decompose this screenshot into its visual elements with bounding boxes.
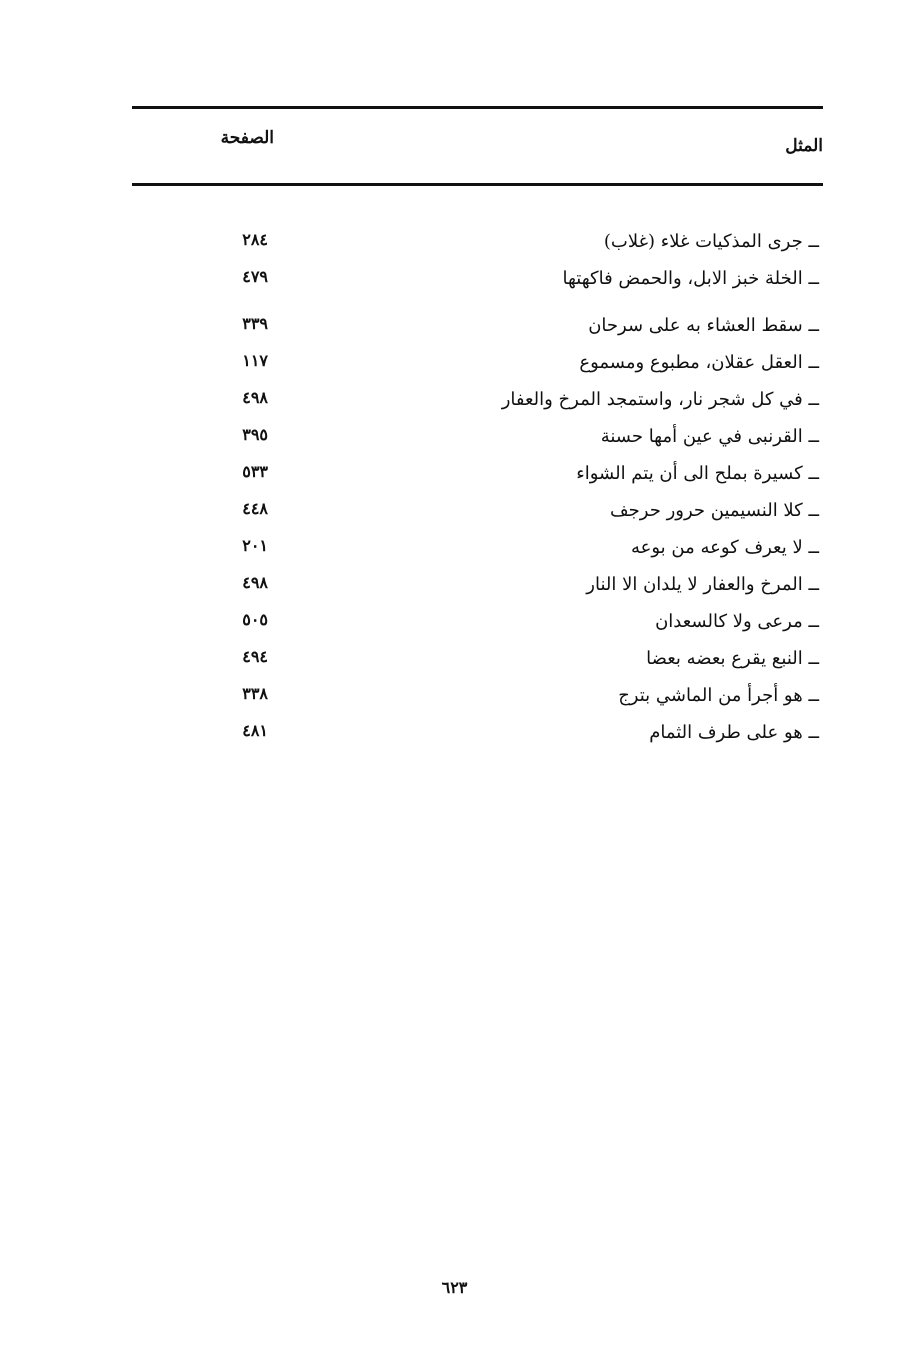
list-item <box>132 568 823 605</box>
page-number: ١١٧ <box>242 351 268 370</box>
header-bottom-rule <box>132 183 823 186</box>
proverb-text: ــ المرخ والعفار لا يلدان الا النار <box>586 574 819 595</box>
list-item <box>132 494 823 531</box>
page-number: ٢٨٤ <box>242 230 268 249</box>
proverb-text: ــ العقل عقلان، مطبوع ومسموع <box>579 352 819 373</box>
proverb-text: ــ في كل شجر نار، واستمجد المرخ والعفار <box>501 389 819 410</box>
proverb-text: ــ كسيرة بملح الى أن يتم الشواء <box>576 463 819 484</box>
proverb-text: ــ مرعى ولا كالسعدان <box>655 611 819 632</box>
list-item <box>132 716 823 753</box>
proverb-text: ــ القرنبى في عين أمها حسنة <box>600 426 819 447</box>
list-item <box>132 457 823 494</box>
page-number: ٣٣٨ <box>242 684 268 703</box>
list-item <box>132 605 823 642</box>
header-page: الصفحة <box>220 128 274 148</box>
proverb-text: ــ كلا النسيمين حرور حرجف <box>610 500 819 521</box>
list-item <box>132 346 823 383</box>
page-number: ٥٠٥ <box>242 610 268 629</box>
page-number: ٤٨١ <box>242 721 268 740</box>
page-number: ٤٩٤ <box>242 647 268 666</box>
list-item <box>132 420 823 457</box>
page-number: ٢٠١ <box>242 536 268 555</box>
page-number: ٤٩٨ <box>242 388 268 407</box>
list-item <box>132 383 823 420</box>
page-number: ٤٩٨ <box>242 573 268 592</box>
list-item <box>132 262 823 309</box>
proverb-text: ــ الخلة خبز الابل، والحمض فاكهتها <box>562 268 819 289</box>
page-number: ٣٩٥ <box>242 425 268 444</box>
list-item <box>132 309 823 346</box>
proverb-text: ــ سقط العشاء به على سرحان <box>588 315 819 336</box>
page-number: ٤٧٩ <box>242 267 268 286</box>
list-item <box>132 642 823 679</box>
page-number: ٤٤٨ <box>242 499 268 518</box>
page-folio-number: ٦٢٣ <box>441 1278 468 1297</box>
proverb-index-list <box>132 225 823 753</box>
header-proverb: المثل <box>785 136 823 156</box>
proverb-text: ــ هو أجرأ من الماشي بترج <box>618 685 819 706</box>
page-number: ٥٣٣ <box>242 462 268 481</box>
list-item <box>132 531 823 568</box>
top-rule <box>132 106 823 109</box>
proverb-text: ــ هو على طرف الثمام <box>649 722 819 743</box>
list-item <box>132 225 823 262</box>
list-item <box>132 679 823 716</box>
proverb-text: ــ جرى المذكيات غلاء (غلاب) <box>603 231 819 252</box>
proverb-text: ــ النبع يقرع بعضه بعضا <box>646 648 819 669</box>
proverb-text: ــ لا يعرف كوعه من بوعه <box>630 537 819 558</box>
page-number: ٣٣٩ <box>242 314 268 333</box>
